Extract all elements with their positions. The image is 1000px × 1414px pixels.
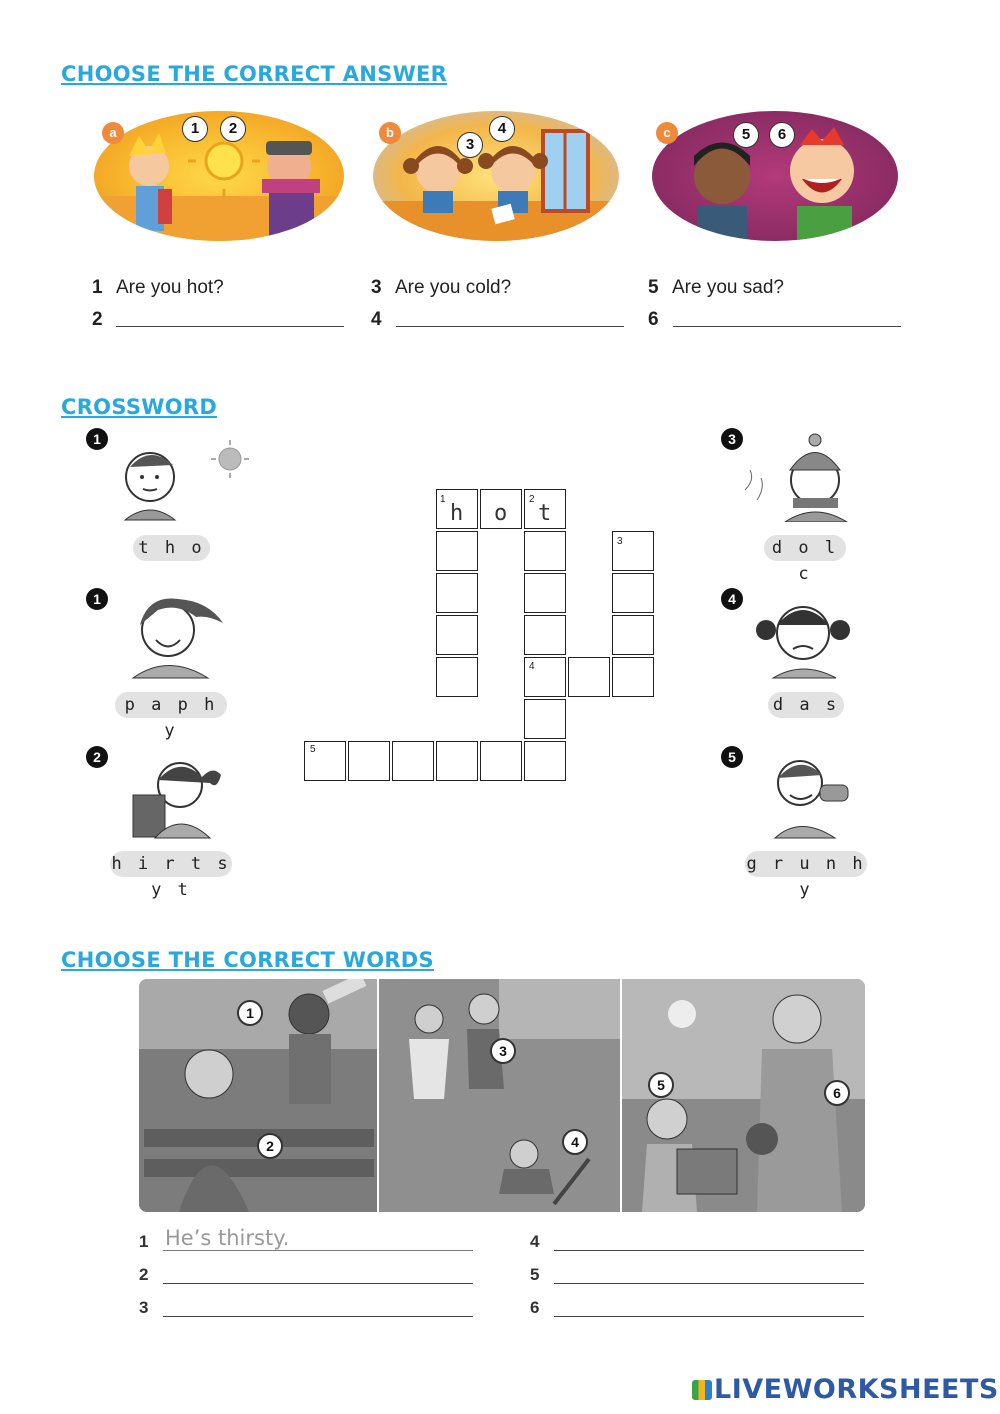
answer-input-2[interactable] (116, 326, 344, 327)
answer-input-s3-5[interactable] (554, 1283, 864, 1284)
crossword-cell[interactable] (524, 699, 566, 739)
clue-number-right-4: 4 (721, 588, 743, 610)
scrambled-word-hirtsyt: h i r t s y t (110, 851, 232, 877)
scrambled-word-dolc: d o l c (764, 535, 846, 561)
thirsty-girl-picture (125, 745, 235, 840)
crossword-cell[interactable] (436, 615, 478, 655)
grid-letter-h: h (450, 501, 464, 526)
logo-icon (692, 1380, 712, 1400)
crossword-cell[interactable] (612, 615, 654, 655)
crossword-cell[interactable] (612, 657, 654, 697)
grid-letter-t: t (538, 501, 552, 526)
hot-boy-picture (105, 432, 265, 524)
section-heading-crossword: CROSSWORD (61, 395, 218, 419)
question-3: 3 Are you cold? (371, 277, 512, 298)
answer-input-s3-6[interactable] (554, 1316, 864, 1317)
grid-number-5: 5 (310, 744, 316, 755)
crossword-cell[interactable] (436, 531, 478, 571)
liveworksheets-logo[interactable] (692, 1374, 999, 1405)
answer-label-s3-6: 6 (530, 1298, 540, 1317)
scrambled-word-paphy: p a p h y (115, 692, 227, 718)
logo-text: LIVEWORKSHEETS (714, 1374, 999, 1405)
scene-badge-c: c (656, 122, 678, 144)
clue-number-left-1: 1 (86, 428, 108, 450)
crossword-cell[interactable] (392, 741, 434, 781)
photo-number-1: 1 (237, 1000, 263, 1026)
scrambled-word-grunhy: g r u n h y (745, 851, 867, 877)
section-heading-choose-words: CHOOSE THE CORRECT WORDS (61, 948, 434, 972)
crossword-cell[interactable] (348, 741, 390, 781)
speech-bubble-5: 5 (733, 122, 759, 148)
photo-number-5: 5 (648, 1072, 674, 1098)
photo-number-3: 3 (490, 1038, 516, 1064)
crossword-cell[interactable] (568, 657, 610, 697)
answer-label-6: 6 (648, 309, 659, 330)
crossword-cell[interactable] (612, 573, 654, 613)
answer-label-s3-3: 3 (139, 1298, 149, 1317)
answer-input-4[interactable] (396, 326, 624, 327)
crossword-cell[interactable] (480, 741, 522, 781)
happy-girl-picture (118, 585, 233, 680)
example-answer: He’s thirsty. (165, 1226, 290, 1250)
clue-number-left-3: 2 (86, 746, 108, 768)
grid-letter-o: o (494, 501, 508, 526)
grid-number-2: 2 (529, 494, 535, 505)
crossword-cell[interactable] (436, 657, 478, 697)
photo-number-4: 4 (562, 1129, 588, 1155)
answer-line-s3-1 (163, 1250, 473, 1251)
answer-label-s3-1: 1 (139, 1232, 149, 1251)
answer-label-4: 4 (371, 309, 382, 330)
answer-label-s3-2: 2 (139, 1265, 149, 1284)
photo-number-2: 2 (257, 1133, 283, 1159)
answer-input-s3-4[interactable] (554, 1250, 864, 1251)
hungry-boy-picture (760, 745, 860, 840)
speech-bubble-1: 1 (182, 116, 208, 142)
crossword-cell[interactable] (524, 741, 566, 781)
photo-playground (379, 979, 620, 1212)
answer-input-s3-3[interactable] (163, 1316, 473, 1317)
grid-number-3: 3 (617, 536, 623, 547)
answer-label-2: 2 (92, 309, 103, 330)
question-1: 1 Are you hot? (92, 277, 224, 298)
clue-number-right-3: 3 (721, 428, 743, 450)
crossword-cell[interactable] (524, 615, 566, 655)
speech-bubble-6: 6 (769, 122, 795, 148)
scrambled-word-das: d a s (768, 692, 844, 718)
clue-number-right-5: 5 (721, 746, 743, 768)
clue-number-left-2: 1 (86, 588, 108, 610)
grid-number-4: 4 (529, 661, 535, 672)
scrambled-word-tho: t h o (133, 535, 210, 561)
photo-number-6: 6 (824, 1080, 850, 1106)
section-heading-choose-answer: CHOOSE THE CORRECT ANSWER (61, 62, 448, 86)
crossword-cell[interactable] (524, 573, 566, 613)
speech-bubble-3: 3 (457, 132, 483, 158)
speech-bubble-2: 2 (220, 116, 246, 142)
cold-boy-picture (735, 430, 875, 522)
question-5: 5 Are you sad? (648, 277, 784, 298)
scene-a-hot-cold (94, 111, 344, 241)
answer-label-s3-4: 4 (530, 1232, 540, 1251)
scene-badge-b: b (379, 122, 401, 144)
sad-girl-picture (748, 585, 863, 680)
crossword-cell[interactable] (436, 741, 478, 781)
answer-input-6[interactable] (673, 326, 901, 327)
crossword-cell[interactable] (524, 531, 566, 571)
answer-label-s3-5: 5 (530, 1265, 540, 1284)
speech-bubble-4: 4 (489, 116, 515, 142)
crossword-cell[interactable] (436, 573, 478, 613)
answer-input-s3-2[interactable] (163, 1283, 473, 1284)
grid-number-1: 1 (440, 494, 446, 505)
dialogue-illustration-panel (80, 104, 932, 352)
scene-badge-a: a (102, 122, 124, 144)
